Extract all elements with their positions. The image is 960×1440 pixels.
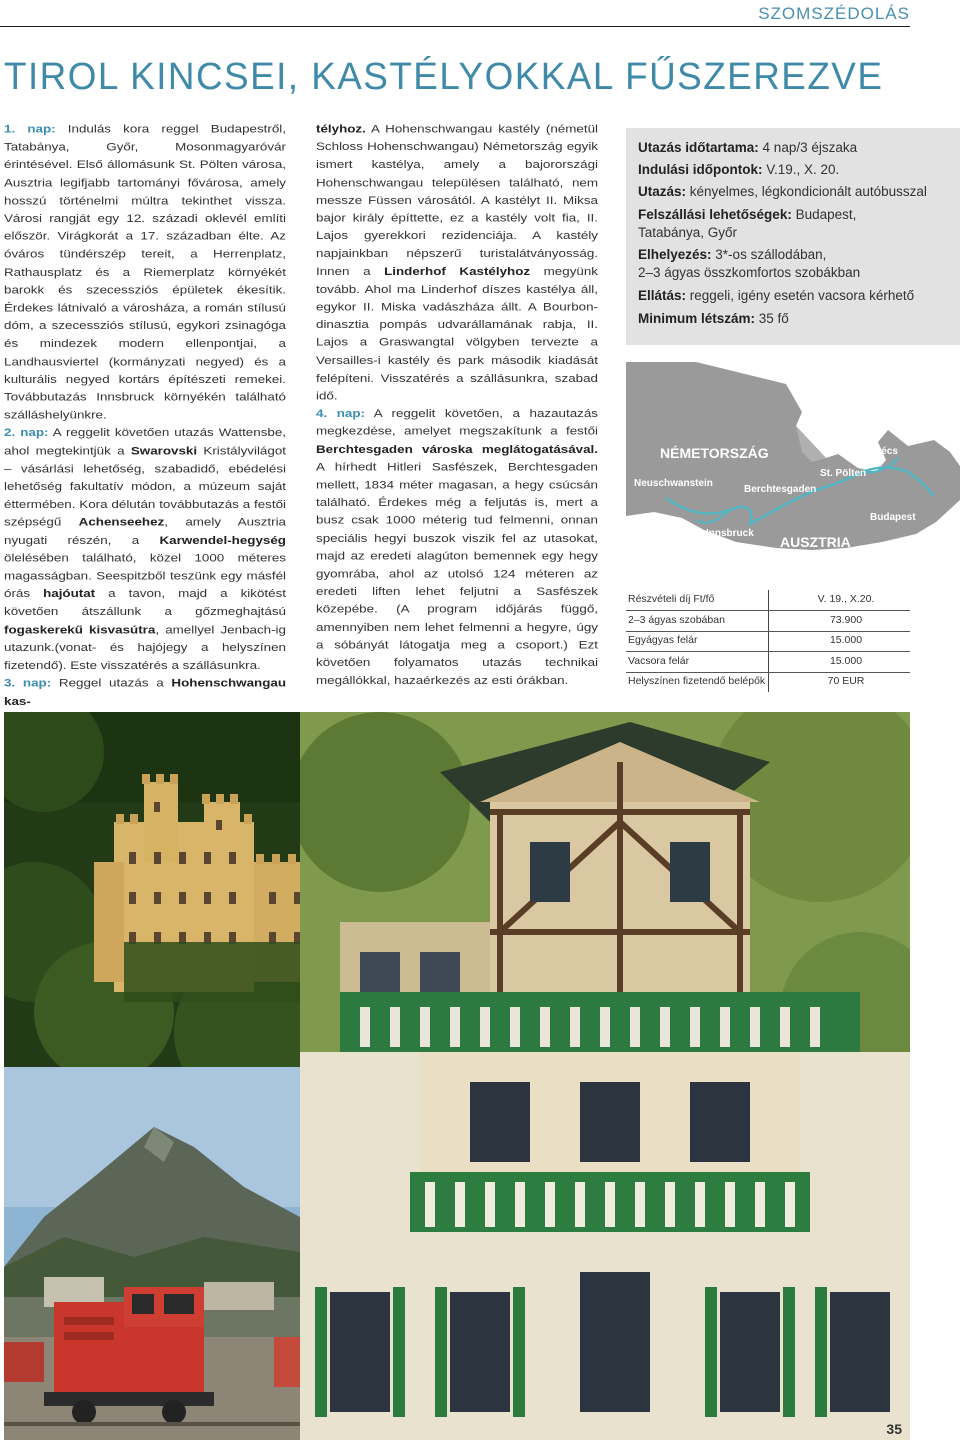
map-label-austria: AUSZTRIA xyxy=(780,534,851,550)
info-label: Felszállási lehetőségek: xyxy=(638,207,792,222)
info-value: kényelmes, légkondicionált autóbusszal xyxy=(686,184,927,199)
day2-heading: 2. nap: xyxy=(4,426,49,440)
day3-heading: 3. nap: xyxy=(4,676,52,690)
itinerary-column-1 xyxy=(4,120,286,710)
info-meals xyxy=(638,288,914,303)
trip-info-box xyxy=(626,128,960,345)
price-row xyxy=(626,672,910,693)
map-city-berchtesgaden: Berchtesgaden xyxy=(744,484,817,495)
day4-heading: 4. nap: xyxy=(316,407,365,420)
info-duration xyxy=(638,140,857,155)
berchtesgaden-highlight: Berchtesgaden városka meglátogatásával. xyxy=(316,442,598,456)
day2-text-e: a tavon, majd a kikötést követően átszállunk a gőzmeghajtású xyxy=(4,587,286,618)
info-departure xyxy=(638,162,839,177)
info-label: Utazás: xyxy=(638,184,687,199)
info-accommodation xyxy=(638,247,826,262)
day1-heading: 1. nap: xyxy=(4,122,56,136)
day3-text-a: Reggel utazás a xyxy=(51,676,172,690)
section-label: SZOMSZÉDOLÁS xyxy=(758,4,910,23)
info-boarding xyxy=(638,207,856,222)
price-table xyxy=(626,590,910,693)
price-table-header xyxy=(626,590,910,611)
price-row-value: 70 EUR xyxy=(827,675,865,688)
map-city-neuschwanstein: Neuschwanstein xyxy=(634,478,713,489)
info-value: 2–3 ágyas összkomfortos szobákban xyxy=(638,265,861,280)
info-value: Budapest, xyxy=(791,207,857,222)
day2-text-d: ölelésében található, közel 1000 méteres magasságban. Seespitzből teszünk egy másfél órás xyxy=(4,551,286,600)
price-row-label: Vacsora felár xyxy=(628,654,690,667)
day2-text-b: Kristályvilágot – vásárlási lehetőség, szabadidő, ebédelési lehetőség fakultatív módon, a múzeum saját éttermében. Kora délután továbbutazás a festői szépségű xyxy=(4,444,286,529)
route-map xyxy=(626,362,960,572)
info-min-group xyxy=(638,311,789,326)
info-value: Tatabánya, Győr xyxy=(638,225,738,240)
day2-text-c: , amely Ausztria nyugati részén, a xyxy=(4,515,287,547)
info-label: Utazás időtartama: xyxy=(638,140,759,155)
train-photo xyxy=(4,1067,300,1440)
day3-text-c: megyünk tovább. Ahol ma Linderhof díszes kastélya áll, egykor II. Miska vadászháza állt. A Bourbon-dinasztia pompás udvarállamának rabja, II. Lajos a Graswangtal völgyben tervezte a Versailles-i kastély és park második kiadását felépíteni. Visszatérés a szállásunkra, szabad idő. xyxy=(316,264,598,402)
chalet-photo xyxy=(300,712,910,1440)
info-value: V.19., X. 20. xyxy=(762,162,840,177)
day1-text: Indulás kora reggel Budapestről, Tatabánya, Győr, Mosonmagyaróvár érintésével. Első állomásunk St. Pölten városa, Ausztria legifjabb tartományi fővárosa, amely hosszú történelmi múltra tekinthet vissza. Városi rangját egy 12. századi oklevél említi először. Virágkorát a 17. században élte. Az óváros tündérszép tereit, a Herrenplatz, Rathausplatz és a Riemerplatz környékét barokk és szecessziós épületek ékesítik. Érdekes látnivaló a városháza, a román stílusú dóm, a szecessziós stílusú, egykori zsinagóga és mindezek modern ellenpontjai, a Landhausviertel (kormányzati negyed) és a kulturális negyed kortárs építészeti remekei. Továbbutazás Innsbruck környékén található szálláshelyünkre. xyxy=(4,122,286,422)
karwendel-highlight: Karwendel-hegység xyxy=(159,533,286,547)
day4-paragraph xyxy=(316,405,598,690)
hohenschwangau-highlight: Hohenschwangau kas- xyxy=(4,676,287,708)
price-row-label: Helyszínen fizetendő belépők xyxy=(628,675,766,688)
day4-text-a: A reggelit követően, a hazautazás megkezdése, amelyet megszakítunk a festői xyxy=(316,407,598,438)
info-label: Elhelyezés: xyxy=(638,247,712,262)
info-value: 35 fő xyxy=(755,311,789,326)
info-label: Indulási időpontok: xyxy=(638,162,763,177)
day3-continued xyxy=(316,120,598,405)
price-row-label: Egyágyas felár xyxy=(628,634,698,647)
map-city-st-polten: St. Pölten xyxy=(820,468,867,479)
day1-paragraph xyxy=(4,120,286,424)
price-row xyxy=(626,652,910,673)
day2-text-f: , amellyel Jenbach-ig utazunk.(vonat- és hajójegy a helyszínen fizetendő). Este visszatérés a szállásunkra. xyxy=(4,623,286,672)
header-rule xyxy=(0,26,910,27)
map-city-budapest: Budapest xyxy=(870,512,916,523)
price-row-value: 15.000 xyxy=(829,634,863,647)
fogaskereku-highlight: fogaskerekű kisvasútra xyxy=(4,623,156,636)
hajoutat-highlight: hajóutat xyxy=(43,587,96,600)
info-transport xyxy=(638,184,927,199)
info-boarding-cont xyxy=(638,225,737,240)
map-city-becs: Bécs xyxy=(874,446,898,457)
info-value: 4 nap/3 éjszaka xyxy=(758,140,858,155)
day2-paragraph xyxy=(4,424,286,674)
day2-text-a: A reggelit követően utazás Wattensbe, ahol megtekintjük a xyxy=(4,426,286,457)
price-header-dates: V. 19., X.20. xyxy=(817,593,875,605)
day3-paragraph xyxy=(4,674,286,710)
info-value: reggeli, igény esetén vacsora kérhető xyxy=(686,288,915,303)
linderhof-highlight: Linderhof Kastélyhoz xyxy=(384,264,531,278)
info-label: Ellátás: xyxy=(638,288,687,303)
map-label-germany: NÉMETORSZÁG xyxy=(660,445,769,461)
price-row-value: 15.000 xyxy=(829,654,863,667)
day4-text-b: A hírhedt Hitleri Sasfészek, Berchtesgaden mellett, 1834 méter magasan, a hegy csúcsán található. Érdekes még a feljutás is, mert a busz csak 1000 méterig tud felmenni, onnan speciális hegyi buszok viszik fel az utasokat, majd az eredeti alagúton bemennek egy hegy gyomrába, ahol az utolsó 124 méteren az eredeti liften lehet feljutni a Sasfészek közepébe. (A program időjárás függő, amennyiben nem lehet felmenni a hegyre, úgy a sóbányát látogatja meg a csoport.) Ezt követően folyamatos utazás technikai megállókkal, hazaérkezés az esti órákban. xyxy=(316,460,598,687)
price-row-label: 2–3 ágyas szobában xyxy=(628,613,725,626)
achensee-highlight: Achenseehez xyxy=(78,515,165,529)
map-city-innsbruck: Innsbruck xyxy=(706,528,754,539)
info-value: 3*-os szállodában, xyxy=(711,247,827,262)
info-label: Minimum létszám: xyxy=(638,311,756,326)
price-row-value: 73.900 xyxy=(829,613,863,626)
day3-text-b: A Hohenschwangau kastély (németül Schloss Hohenschwangau) Németország egyik ismert kastélya, amely a bajorországi Hohenschwangau településen található, nem messze Füssen városától. A kastélyt II. Miksa bajor király építtette, ez a kastély volt fia, II. Lajos gyerekkori rezidenciája. A kastély napjainkban népszerű turistalátványosság. Innen a xyxy=(316,122,598,278)
swarovski-highlight: Swarovski xyxy=(130,444,198,457)
page-title: TIROL KINCSEI, KASTÉLYOKKAL FŰSZEREZVE xyxy=(4,56,884,98)
hohenschwangau-highlight-cont: télyhoz. xyxy=(316,122,366,136)
page-number: 35 xyxy=(886,1421,902,1437)
itinerary-column-2 xyxy=(316,120,598,689)
price-row xyxy=(626,631,910,652)
price-row xyxy=(626,611,910,632)
price-header-label: Részvételi díj Ft/fő xyxy=(628,593,715,605)
info-accommodation-cont xyxy=(638,265,860,280)
